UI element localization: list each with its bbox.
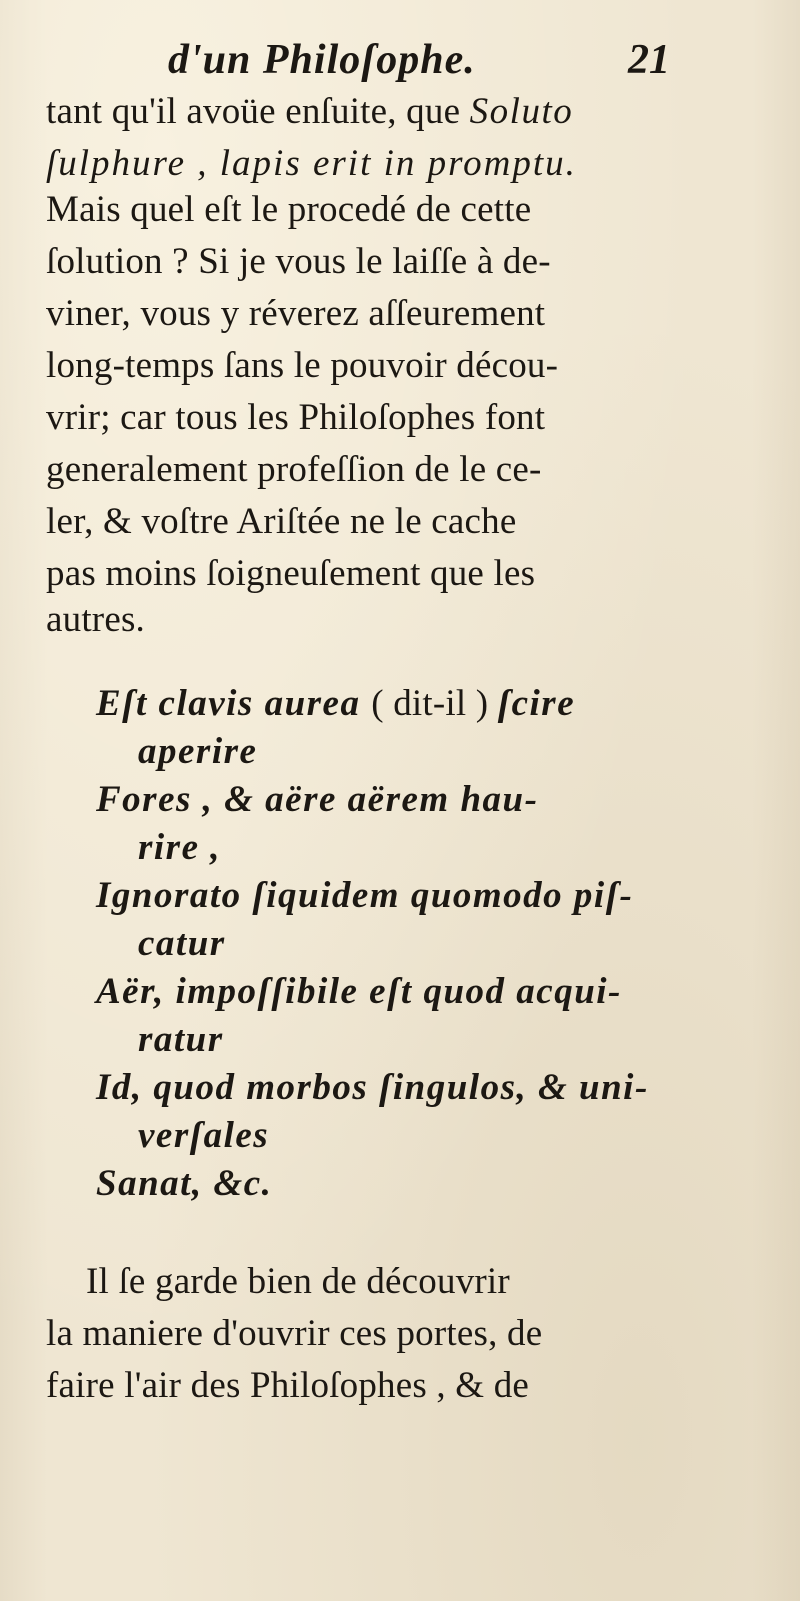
verse-line: rire , [138, 827, 221, 868]
verse-line: Sanat, &c. [96, 1163, 273, 1204]
text-line: generalement profeſſion de le ce- [46, 449, 542, 490]
text-line: ler, & voſtre Ariſtée ne le cache [46, 501, 517, 542]
verse-line: catur [138, 923, 226, 964]
verse-line: Fores , & aëre aërem hau- [96, 779, 539, 820]
italic-latin: Soluto [469, 91, 574, 132]
text-line: vrir; car tous les Philoſophes font [46, 397, 546, 438]
verse-line: Ignorato ſiquidem quomodo piſ- [96, 875, 634, 916]
text-line: ſolution ? Si je vous le laiſſe à de- [46, 241, 551, 282]
running-title: d'un Philoſophe. [168, 37, 476, 83]
verse-line [96, 680, 575, 728]
text-line: long-temps ſans le pouvoir décou- [46, 345, 559, 386]
text-line: Il ſe garde bien de découvrir [86, 1261, 510, 1302]
text-line: faire l'air des Philoſophes , & de [46, 1365, 530, 1406]
verse-aside: ( dit-il ) [371, 683, 498, 724]
verse-run: Eſt clavis aurea [96, 683, 372, 724]
verse-line: Id, quod morbos ſingulos, & uni- [96, 1067, 649, 1108]
text-line [46, 88, 573, 136]
text-line: viner, vous y réverez aſſeurement [46, 293, 546, 334]
verse-line: verſales [138, 1115, 270, 1156]
verse-line: aperire [138, 731, 258, 772]
page-number: 21 [628, 37, 670, 83]
text-run: tant qu'il avoüe enſuite, que [46, 91, 470, 132]
verse-line: ratur [138, 1019, 224, 1060]
text-line: autres. [46, 599, 145, 640]
running-head [0, 36, 800, 92]
text-line: Mais quel eſt le procedé de cette [46, 189, 532, 230]
text-line: la maniere d'ouvrir ces portes, de [46, 1313, 543, 1354]
verse-run: ſcire [497, 683, 576, 724]
text-line: ſulphure , lapis erit in promptu. [46, 143, 577, 184]
text-line: pas moins ſoigneuſement que les [46, 553, 536, 594]
verse-line: Aër, impoſſibile eſt quod acqui- [96, 971, 622, 1012]
